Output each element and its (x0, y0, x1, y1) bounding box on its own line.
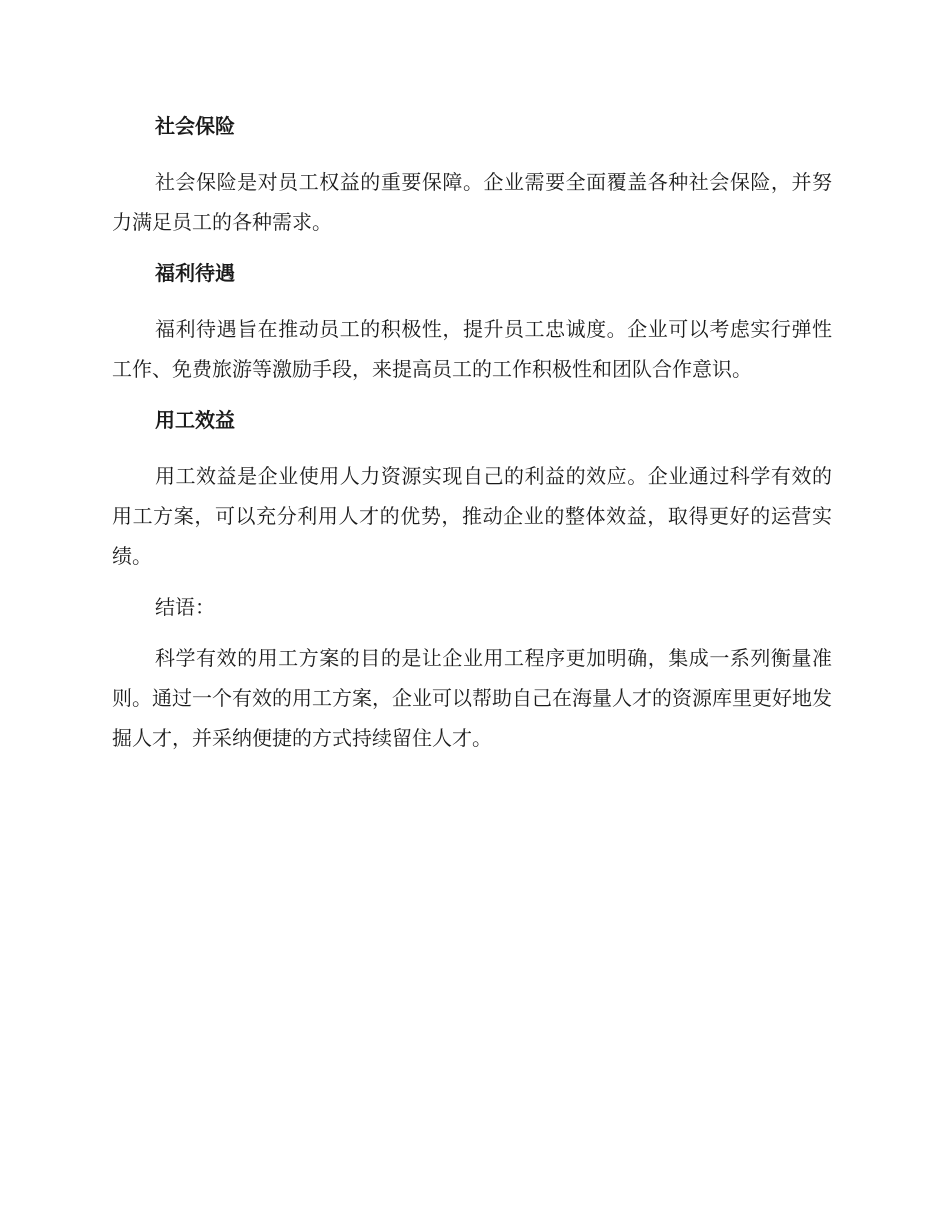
conclusion-body: 科学有效的用工方案的目的是让企业用工程序更加明确，集成一系列衡量准则。通过一个有效的用工方案，企业可以帮助自己在海量人才的资源库里更好地发掘人才，并采纳便捷的方式持续留住人才。 (112, 646, 832, 750)
section-body-employment-efficiency: 用工效益是企业使用人力资源实现自己的利益的效应。企业通过科学有效的用工方案，可以充分利用人才的优势，推动企业的整体效益，取得更好的运营实绩。 (112, 464, 832, 568)
section-body-benefits: 福利待遇旨在推动员工的积极性，提升员工忠诚度。企业可以考虑实行弹性工作、免费旅游等激励手段，来提高员工的工作积极性和团队合作意识。 (112, 317, 832, 381)
document-content (112, 106, 832, 758)
section-heading-social-insurance: 社会保险 (155, 114, 235, 138)
section-heading-benefits: 福利待遇 (155, 261, 235, 285)
conclusion-label: 结语： (155, 595, 215, 619)
section-heading-employment-efficiency: 用工效益 (155, 408, 235, 432)
section-body-social-insurance: 社会保险是对员工权益的重要保障。企业需要全面覆盖各种社会保险，并努力满足员工的各种需求。 (112, 170, 832, 234)
